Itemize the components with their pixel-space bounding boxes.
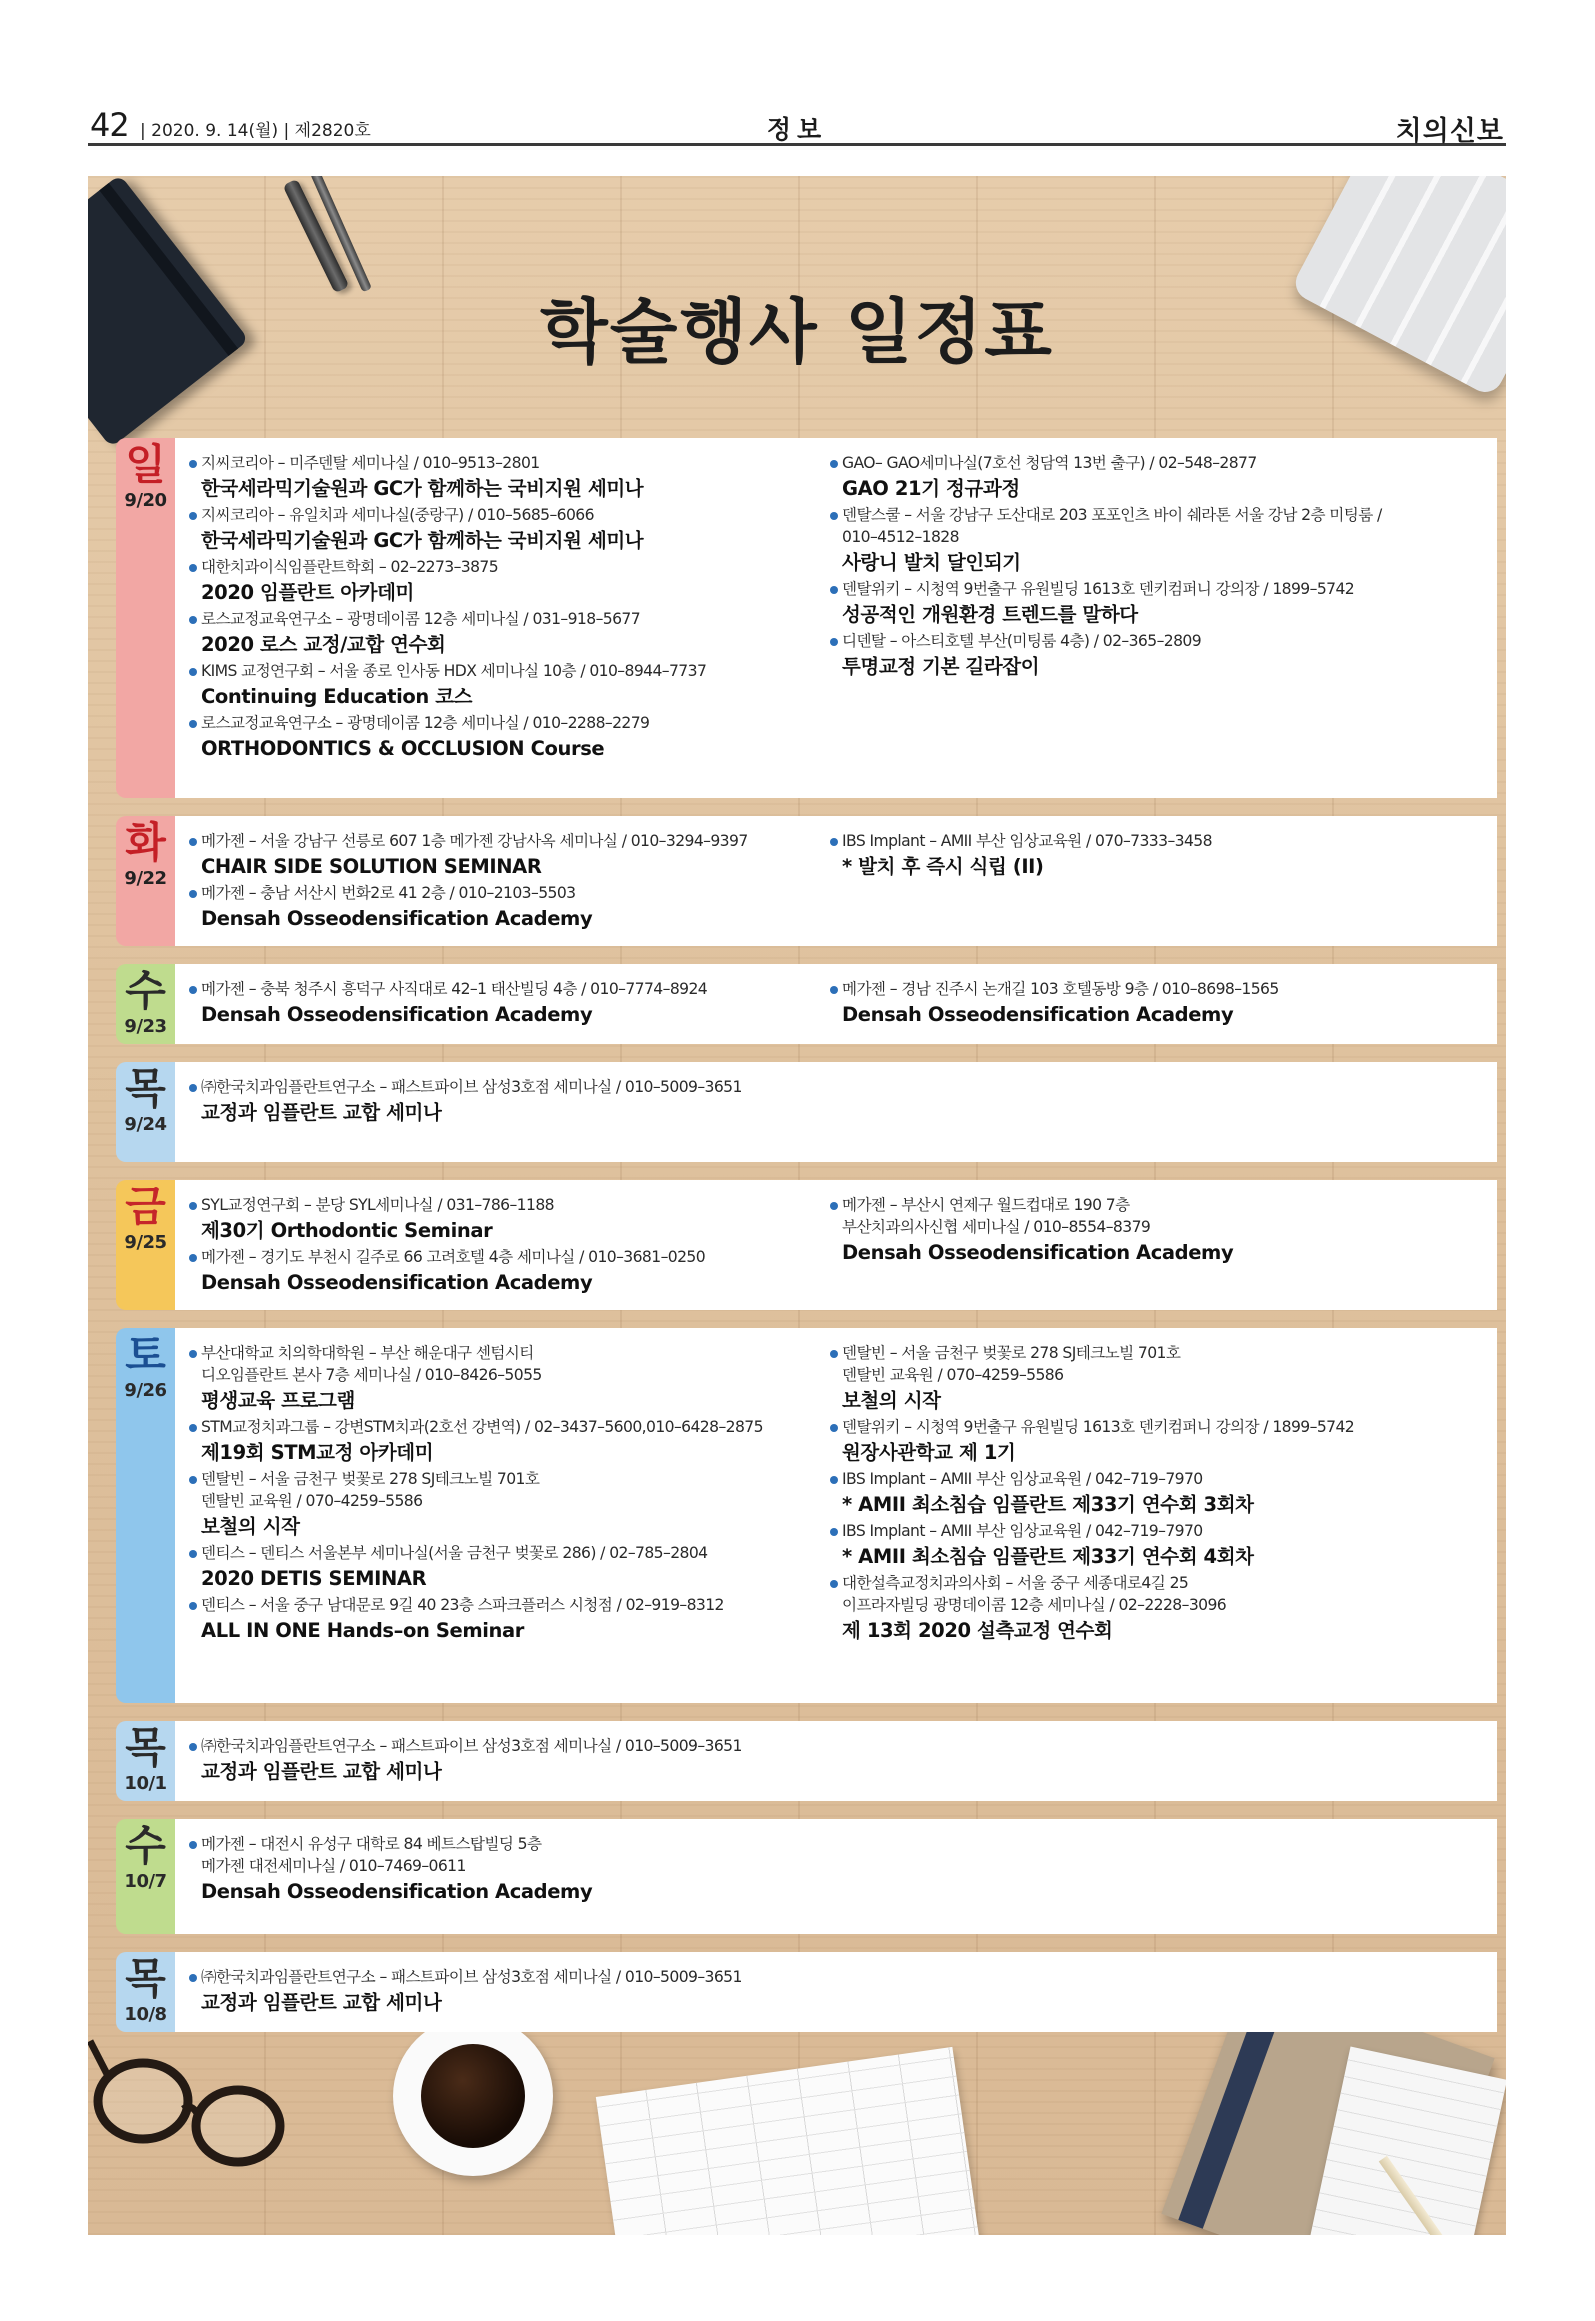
event-column-right <box>830 452 1440 682</box>
page-number: 42 <box>90 106 129 144</box>
event-title: 보철의 시작 <box>201 1515 300 1538</box>
day-tab <box>116 816 175 946</box>
event-organizer-info: STM교정치과그룹 – 강변STM치과(2호선 강변역) / 02–3437–5600,010–6428–2875 <box>189 1416 809 1438</box>
event-organizer-info: 로스교정교육연구소 – 광명데이콤 12층 세미나실 / 010–2288–2279 <box>189 712 809 734</box>
day-tab <box>116 1952 175 2032</box>
day-row <box>116 1819 1497 1934</box>
event-organizer-info: ㈜한국치과임플란트연구소 – 패스트파이브 삼성3호점 세미나실 / 010–5009–3651 <box>189 1735 809 1757</box>
event-organizer-info: 이프라자빌딩 광명데이콤 12층 세미나실 / 02–2228–3096 <box>842 1596 1227 1614</box>
main-title: 학술행사 일정표 <box>540 291 1054 373</box>
event-organizer-info: 부산치과의사신협 세미나실 / 010–8554–8379 <box>842 1218 1151 1236</box>
event-item <box>189 830 809 881</box>
event-organizer-info: 덴탈스쿨 – 서울 강남구 도산대로 203 포포인츠 바이 쉐라톤 서울 강남 2층 미팅룸 / <box>830 504 1440 526</box>
event-title: 한국세라믹기술원과 GC가 함께하는 국비지원 세미나 <box>201 529 644 552</box>
event-title: 2020 로스 교정/교합 연수회 <box>201 633 446 656</box>
event-item <box>189 452 809 503</box>
event-organizer-info: ㈜한국치과임플란트연구소 – 패스트파이브 삼성3호점 세미나실 / 010–5009–3651 <box>189 1076 809 1098</box>
event-title: 보철의 시작 <box>842 1389 941 1412</box>
event-item <box>189 556 809 607</box>
glasses-image <box>88 2031 288 2181</box>
event-item <box>189 660 809 711</box>
event-item <box>830 1468 1440 1519</box>
event-organizer-info: 디오임플란트 본사 7층 세미나실 / 010–8426–5055 <box>201 1366 542 1384</box>
event-title: Densah Osseodensification Academy <box>201 1880 593 1903</box>
event-organizer-info: 덴탈위키 – 시청역 9번출구 유원빌딩 1613호 덴키컴퍼니 강의장 / 1899–5742 <box>830 578 1440 600</box>
event-title: 원장사관학교 제 1기 <box>842 1441 1016 1464</box>
event-item <box>189 1735 809 1786</box>
day-row <box>116 1952 1497 2032</box>
event-organizer-info: ㈜한국치과임플란트연구소 – 패스트파이브 삼성3호점 세미나실 / 010–5009–3651 <box>189 1966 809 1988</box>
event-organizer-info: IBS Implant – AMII 부산 임상교육원 / 042–719–7970 <box>830 1520 1440 1542</box>
day-row <box>116 1062 1497 1162</box>
day-tab <box>116 1062 175 1162</box>
event-organizer-info: IBS Implant – AMII 부산 임상교육원 / 042–719–7970 <box>830 1468 1440 1490</box>
event-column-left <box>189 1076 809 1128</box>
event-item <box>189 978 809 1029</box>
event-title: Densah Osseodensification Academy <box>842 1003 1234 1026</box>
event-item <box>189 1416 809 1467</box>
day-of-week: 일 <box>125 440 166 489</box>
event-item <box>189 1076 809 1127</box>
day-row <box>116 1721 1497 1801</box>
day-date: 9/25 <box>124 1232 167 1253</box>
section-title: 정보 <box>766 115 828 144</box>
event-item <box>189 1542 809 1593</box>
event-column-right <box>830 1342 1440 1646</box>
event-item <box>830 452 1440 503</box>
planner-image <box>596 2047 980 2235</box>
event-title: * AMII 최소침습 임플란트 제33기 연수회 4회차 <box>842 1545 1254 1568</box>
event-item <box>830 1194 1440 1267</box>
day-date: 9/22 <box>124 868 167 889</box>
event-organizer-info: IBS Implant – AMII 부산 임상교육원 / 070–7333–3458 <box>830 830 1440 852</box>
event-title: Continuing Education 코스 <box>201 685 473 708</box>
day-tab <box>116 1180 175 1310</box>
event-item <box>189 608 809 659</box>
event-title: 사랑니 발치 달인되기 <box>842 551 1021 574</box>
day-tab <box>116 1819 175 1934</box>
day-date: 9/20 <box>124 490 167 511</box>
day-of-week: 화 <box>125 818 166 867</box>
event-item <box>189 1966 809 2017</box>
event-title: 교정과 임플란트 교합 세미나 <box>201 1101 442 1124</box>
day-row <box>116 1180 1497 1310</box>
event-item <box>189 882 809 933</box>
event-item <box>830 578 1440 629</box>
event-title: Densah Osseodensification Academy <box>201 1271 593 1294</box>
day-of-week: 목 <box>125 1064 166 1113</box>
event-card <box>175 964 1497 1044</box>
event-title: Densah Osseodensification Academy <box>201 907 593 930</box>
event-organizer-info: 덴탈위키 – 시청역 9번출구 유원빌딩 1613호 덴키컴퍼니 강의장 / 1899–5742 <box>830 1416 1440 1438</box>
event-card <box>175 1062 1497 1162</box>
event-title: Densah Osseodensification Academy <box>201 1003 593 1026</box>
event-item <box>830 1572 1440 1645</box>
event-column-left <box>189 1966 809 2018</box>
event-card <box>175 816 1497 946</box>
event-card <box>175 1721 1497 1801</box>
event-organizer-info: 메가젠 – 충남 서산시 번화2로 41 2층 / 010–2103–5503 <box>189 882 809 904</box>
event-item <box>830 504 1440 577</box>
day-of-week: 금 <box>125 1182 166 1231</box>
day-date: 10/8 <box>124 2004 167 2025</box>
event-title: 2020 DETIS SEMINAR <box>201 1567 427 1590</box>
event-organizer-info: 메가젠 – 대전시 유성구 대학로 84 베트스탑빌딩 5층 <box>189 1833 809 1855</box>
event-item <box>830 830 1440 881</box>
event-title: 한국세라믹기술원과 GC가 함께하는 국비지원 세미나 <box>201 477 644 500</box>
event-title: CHAIR SIDE SOLUTION SEMINAR <box>201 855 542 878</box>
day-row <box>116 816 1497 946</box>
coffee-cup-image <box>393 2016 553 2176</box>
event-organizer-info: 메가젠 – 경기도 부천시 길주로 66 고려호텔 4층 세미나실 / 010–3681–0250 <box>189 1246 809 1268</box>
day-tab <box>116 964 175 1044</box>
event-organizer-info: 지씨코리아 – 유일치과 세미나실(중랑구) / 010–5685–6066 <box>189 504 809 526</box>
day-date: 10/1 <box>124 1773 167 1794</box>
event-item <box>189 1194 809 1245</box>
page-header <box>88 104 1506 146</box>
event-organizer-info: 메가젠 – 경남 진주시 논개길 103 호텔동방 9층 / 010–8698–1565 <box>830 978 1440 1000</box>
event-title: 제30기 Orthodontic Seminar <box>201 1219 493 1242</box>
event-column-left <box>189 1833 809 1907</box>
event-title: * AMII 최소침습 임플란트 제33기 연수회 3회차 <box>842 1493 1254 1516</box>
day-row <box>116 964 1497 1044</box>
event-organizer-info: 메가젠 대전세미나실 / 010–7469–0611 <box>201 1857 466 1875</box>
event-organizer-info: 덴탈빈 – 서울 금천구 벚꽃로 278 SJ테크노빌 701호 <box>830 1342 1440 1364</box>
event-organizer-info: 부산대학교 치의학대학원 – 부산 해운대구 센텀시티 <box>189 1342 809 1364</box>
event-title: 2020 임플란트 아카데미 <box>201 581 414 604</box>
event-card <box>175 1180 1497 1310</box>
event-organizer-info: 지씨코리아 – 미주덴탈 세미나실 / 010–9513–2801 <box>189 452 809 474</box>
event-organizer-info: 덴탈빈 교육원 / 070–4259–5586 <box>842 1366 1064 1384</box>
day-date: 9/24 <box>124 1114 167 1135</box>
event-column-right <box>830 1194 1440 1268</box>
event-organizer-info: 메가젠 – 서울 강남구 선릉로 607 1층 메가젠 강남사옥 세미나실 / 010–3294–9397 <box>189 830 809 852</box>
event-organizer-info: 로스교정교육연구소 – 광명데이콤 12층 세미나실 / 031–918–5677 <box>189 608 809 630</box>
event-card <box>175 438 1497 798</box>
event-card <box>175 1952 1497 2032</box>
event-organizer-info: KIMS 교정연구회 – 서울 종로 인사동 HDX 세미나실 10층 / 010–8944–7737 <box>189 660 809 682</box>
event-card <box>175 1819 1497 1934</box>
event-column-left <box>189 978 809 1030</box>
event-item <box>189 1594 809 1645</box>
event-organizer-info: 대한치과이식임플란트학회 – 02–2273–3875 <box>189 556 809 578</box>
newspaper-name: 치의신보 <box>1395 116 1504 147</box>
event-organizer-info: 메가젠 – 부산시 연제구 월드컵대로 190 7층 <box>830 1194 1440 1216</box>
issue-date: | 2020. 9. 14(월) | 제2820호 <box>140 121 371 141</box>
event-item <box>830 1342 1440 1415</box>
event-item <box>189 1468 809 1541</box>
event-title: ORTHODONTICS & OCCLUSION Course <box>201 737 605 760</box>
event-item <box>189 1246 809 1297</box>
event-item <box>189 504 809 555</box>
event-title: 투명교정 기본 길라잡이 <box>842 655 1040 678</box>
day-of-week: 수 <box>125 1821 166 1870</box>
event-organizer-info: 대한설측교정치과의사회 – 서울 중구 세종대로4길 25 <box>830 1572 1440 1594</box>
event-organizer-info: SYL교정연구회 – 분당 SYL세미나실 / 031–786–1188 <box>189 1194 809 1216</box>
event-column-left <box>189 830 809 934</box>
event-item <box>830 978 1440 1029</box>
event-item <box>830 1416 1440 1467</box>
event-organizer-info: 메가젠 – 충북 청주시 흥덕구 사직대로 42–1 태산빌딩 4층 / 010–7774–8924 <box>189 978 809 1000</box>
day-date: 9/23 <box>124 1016 167 1037</box>
event-title: * 발치 후 즉시 식립 (II) <box>842 855 1044 878</box>
event-column-left <box>189 1735 809 1787</box>
day-of-week: 목 <box>125 1723 166 1772</box>
schedule-board <box>88 176 1506 2235</box>
day-tab <box>116 1328 175 1703</box>
event-title: 성공적인 개원환경 트렌드를 말하다 <box>842 603 1138 626</box>
event-title: 제 13회 2020 설측교정 연수회 <box>842 1619 1113 1642</box>
event-organizer-info: 디덴탈 – 아스티호텔 부산(미팅룸 4층) / 02–365–2809 <box>830 630 1440 652</box>
day-of-week: 수 <box>125 966 166 1015</box>
event-organizer-info: GAO– GAO세미나실(7호선 청담역 13번 출구) / 02–548–2877 <box>830 452 1440 474</box>
event-column-right <box>830 978 1440 1030</box>
event-item <box>189 1342 809 1415</box>
event-column-left <box>189 1342 809 1646</box>
event-item <box>189 1833 809 1906</box>
event-item <box>830 1520 1440 1571</box>
day-tab <box>116 438 175 798</box>
event-title: 교정과 임플란트 교합 세미나 <box>201 1991 442 2014</box>
event-organizer-info: 덴티스 – 덴티스 서울본부 세미나실(서울 금천구 벚꽃로 286) / 02–785–2804 <box>189 1542 809 1564</box>
event-title: 제19회 STM교정 아카데미 <box>201 1441 434 1464</box>
day-row <box>116 438 1497 798</box>
day-of-week: 토 <box>125 1330 166 1379</box>
event-organizer-info: 010–4512–1828 <box>842 528 959 546</box>
event-organizer-info: 덴탈빈 – 서울 금천구 벚꽃로 278 SJ테크노빌 701호 <box>189 1468 809 1490</box>
day-row <box>116 1328 1497 1703</box>
day-date: 10/7 <box>124 1871 167 1892</box>
day-of-week: 목 <box>125 1954 166 2003</box>
event-title: 평생교육 프로그램 <box>201 1389 355 1412</box>
event-organizer-info: 덴티스 – 서울 중구 남대문로 9길 40 23층 스파크플러스 시청점 / 02–919–8312 <box>189 1594 809 1616</box>
event-item <box>830 630 1440 681</box>
event-column-left <box>189 1194 809 1298</box>
event-column-right <box>830 830 1440 882</box>
day-tab <box>116 1721 175 1801</box>
event-title: Densah Osseodensification Academy <box>842 1241 1234 1264</box>
day-date: 9/26 <box>124 1380 167 1401</box>
event-item <box>189 712 809 763</box>
event-card <box>175 1328 1497 1703</box>
event-column-left <box>189 452 809 764</box>
event-title: GAO 21기 정규과정 <box>842 477 1020 500</box>
event-title: 교정과 임플란트 교합 세미나 <box>201 1760 442 1783</box>
event-organizer-info: 덴탈빈 교육원 / 070–4259–5586 <box>201 1492 423 1510</box>
event-title: ALL IN ONE Hands–on Seminar <box>201 1619 524 1642</box>
